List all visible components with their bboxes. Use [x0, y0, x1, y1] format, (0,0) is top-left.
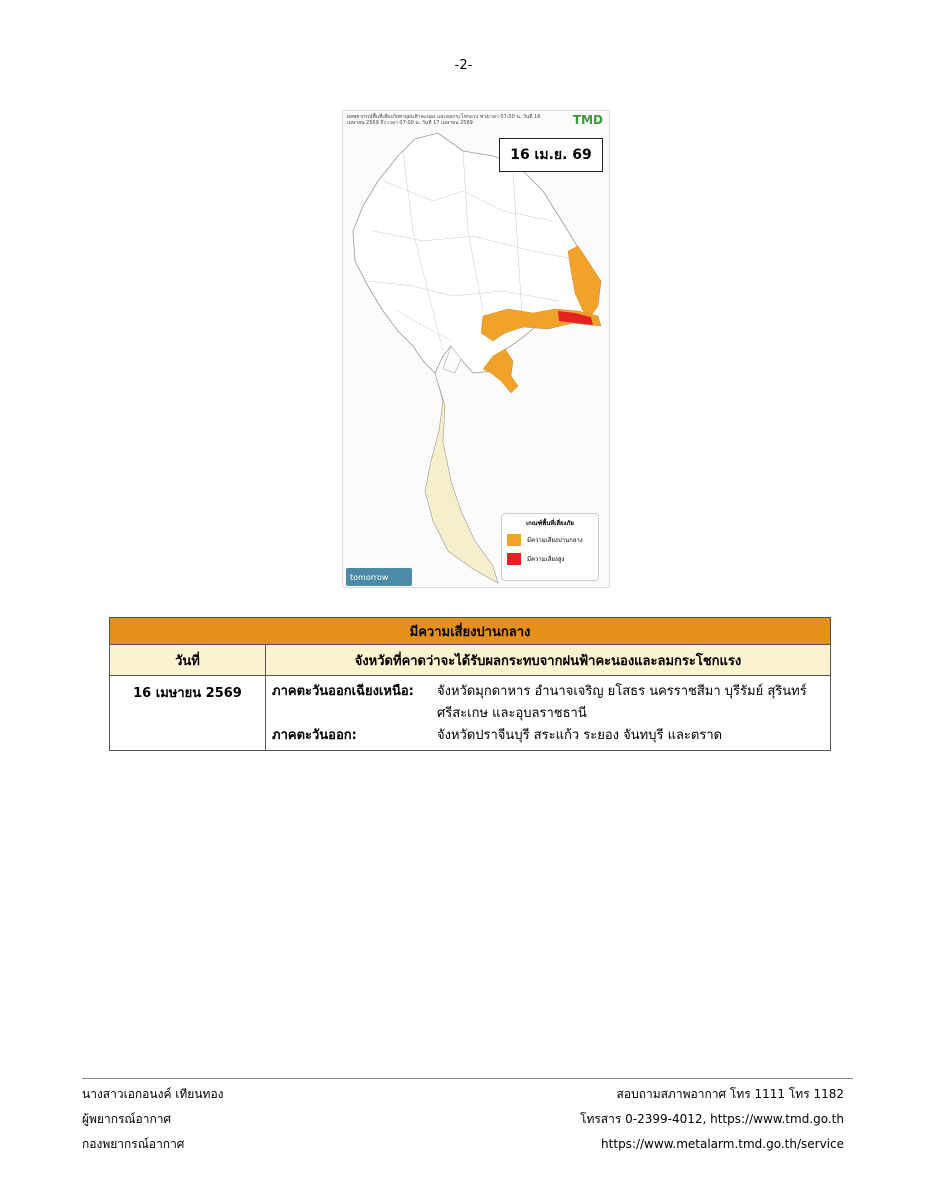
legend-title: เกณฑ์พื้นที่เสี่ยงภัย [526, 520, 574, 527]
row-details [266, 676, 831, 751]
risk-table-title: มีความเสี่ยงปานกลาง [110, 618, 831, 645]
legend-item-medium [507, 534, 593, 546]
region-northeast [272, 681, 824, 725]
risk-table-header [110, 645, 831, 676]
map-legend [501, 513, 599, 581]
contact-phone: สอบถามสภาพอากาศ โทร 1111 โทร 1182 [616, 1087, 844, 1101]
map-caption: ผลพยากรณ์พื้นที่เสี่ยงภัยพายุฝนฟ้าคะนอง และลมกระโชกแรง ช่วงเวลา 07:00 น. วันที่ 16 เมษายน 2569 ถึง เวลา 07:00 น. วันที่ 17 เมษายน 2569 [347, 114, 541, 126]
table-row [110, 676, 831, 751]
legend-swatch-orange [507, 534, 521, 546]
tmd-logo: TMD [572, 113, 603, 127]
risk-table [109, 617, 831, 751]
contact-service-url: https://www.metalarm.tmd.go.th/service [601, 1137, 844, 1151]
footer-contact [580, 1082, 844, 1157]
region-provinces: จังหวัดปราจีนบุรี สระแก้ว ระยอง จันทบุรี และตราด [437, 728, 723, 743]
tomorrow-text: tomorrow [350, 572, 389, 582]
map-date-label: 16 เม.ย. 69 [499, 138, 603, 172]
row-date: 16 เมษายน 2569 [110, 676, 266, 751]
header-date: วันที่ [110, 645, 266, 676]
contact-fax-website: โทรสาร 0-2399-4012, https://www.tmd.go.th [580, 1112, 844, 1126]
legend-label-high: มีความเสี่ยงสูง [527, 556, 565, 563]
region-name: ภาคตะวันออกเฉียงเหนือ: [272, 684, 414, 699]
tomorrow-watermark [346, 568, 412, 586]
risk-map [342, 110, 610, 588]
page-number: -2- [454, 58, 473, 73]
footer-signature [82, 1082, 224, 1157]
footer-divider [82, 1078, 853, 1079]
legend-item-high [507, 553, 593, 565]
orange-risk-lower-northeast [481, 309, 601, 341]
region-provinces: จังหวัดมุกดาหาร อำนาจเจริญ ยโสธร นครราชสีมา บุรีรัมย์ สุรินทร์ ศรีสะเกษ และอุบลราชธานี [437, 684, 807, 721]
legend-label-medium: มีความเสี่ยงปานกลาง [527, 537, 583, 544]
header-provinces: จังหวัดที่คาดว่าจะได้รับผลกระทบจากฝนฟ้าคะนองและลมกระโชกแรง [266, 645, 831, 676]
region-east [272, 725, 824, 747]
forecaster-name: นางสาวเอกอนงค์ เทียนทอง [82, 1087, 224, 1101]
forecaster-title: ผู้พยากรณ์อากาศ [82, 1112, 172, 1126]
region-name: ภาคตะวันออก: [272, 728, 357, 743]
legend-swatch-red [507, 553, 521, 565]
division-name: กองพยากรณ์อากาศ [82, 1137, 185, 1151]
southern-peninsula [425, 373, 498, 583]
